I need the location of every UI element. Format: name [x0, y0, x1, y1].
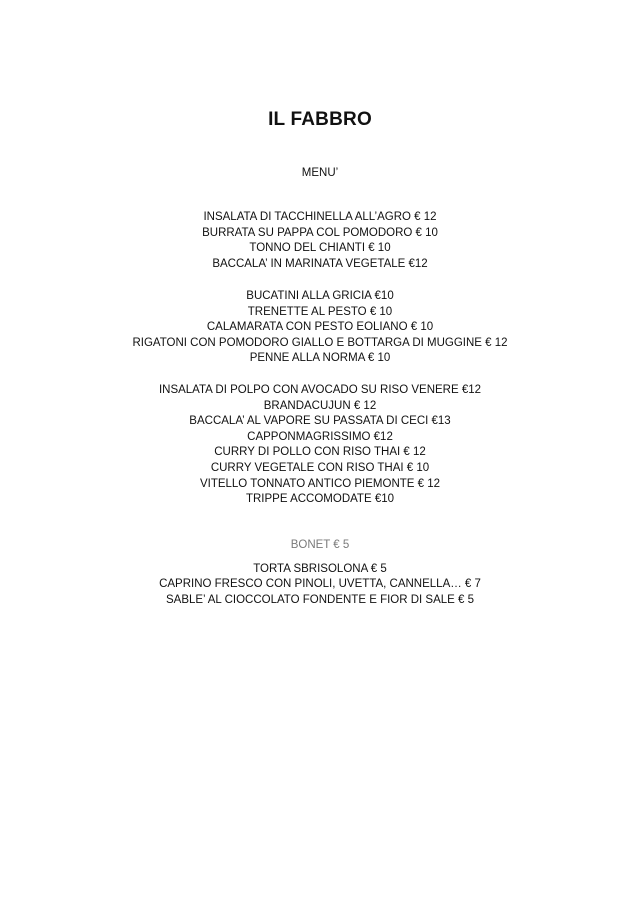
menu-item: BACCALA’ AL VAPORE SU PASSATA DI CECI €13 [189, 415, 451, 428]
menu-item: CAPPONMAGRISSIMO €12 [247, 430, 393, 443]
menu-item: CURRY VEGETALE CON RISO THAI € 10 [210, 461, 430, 474]
menu-item: BUCATINI ALLA GRICIA €10 [246, 290, 394, 302]
menu-item-muted: BONET € 5 [290, 539, 350, 551]
menu-item: BURRATA SU PAPPA COL POMODORO € 10 [202, 226, 438, 239]
restaurant-title: IL FABBRO [268, 109, 372, 130]
menu-item: INSALATA DI POLPO CON AVOCADO SU RISO VENERE €12 [158, 384, 482, 396]
menu-item: RIGATONI CON POMODORO GIALLO E BOTTARGA DI MUGGINE € 12 [132, 336, 508, 349]
pasta-section [0, 289, 640, 367]
menu-item: VITELLO TONNATO ANTICO PIEMONTE € 12 [199, 477, 441, 490]
menu-item: PENNE ALLA NORMA € 10 [249, 352, 391, 365]
menu-item: BACCALA’ IN MARINATA VEGETALE €12 [212, 257, 428, 270]
menu-item: SABLE’ AL CIOCCOLATO FONDENTE E FIOR DI SALE € 5 [165, 593, 475, 606]
mains-section [0, 383, 640, 508]
menu-item: CALAMARATA CON PESTO EOLIANO € 10 [206, 321, 434, 334]
menu-item: CURRY DI POLLO CON RISO THAI € 12 [214, 446, 426, 459]
menu-item: TORTA SBRISOLONA € 5 [253, 562, 387, 575]
menu-item: TRENETTE AL PESTO € 10 [247, 305, 393, 318]
menu-item: CAPRINO FRESCO CON PINOLI, UVETTA, CANNELLA… € 7 [159, 578, 481, 591]
desserts-section [0, 538, 640, 608]
menu-item: BRANDACUJUN € 12 [263, 399, 377, 412]
starters-section [0, 210, 640, 272]
menu-item: INSALATA DI TACCHINELLA ALL’AGRO € 12 [203, 211, 437, 223]
menu-heading: MENU’ [301, 167, 339, 179]
menu-item: TONNO DEL CHIANTI € 10 [249, 242, 391, 255]
menu-item: TRIPPE ACCOMODATE €10 [245, 493, 395, 506]
